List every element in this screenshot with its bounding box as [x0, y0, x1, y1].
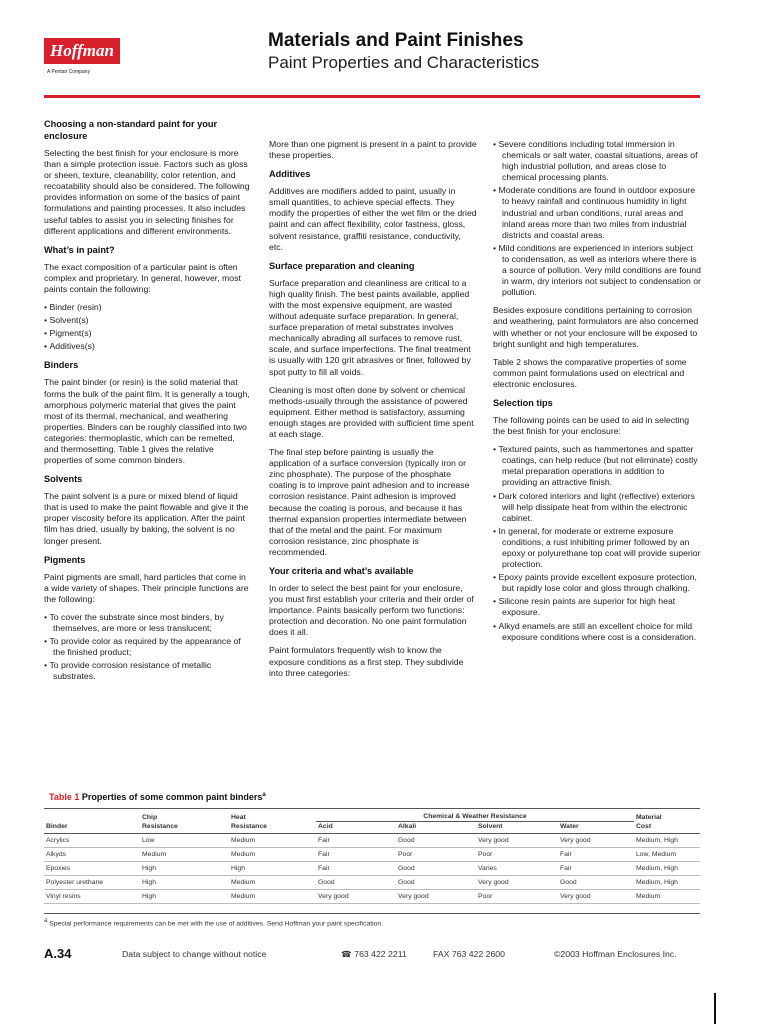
table-cell: Fair: [558, 862, 634, 876]
page-subtitle: Paint Properties and Characteristics: [268, 53, 540, 72]
table-footnote: [44, 918, 383, 927]
list-item: • To provide color as required by the appearance of the finished product;: [44, 636, 250, 658]
table-cell: Medium, High: [634, 834, 700, 848]
header-solvent: Solvent: [476, 822, 558, 834]
paragraph-pigments: Paint pigments are small, hard particles that come in a wide variety of shapes. Their principle functions are the following:: [44, 571, 249, 604]
table-cell: Acrylics: [44, 834, 140, 848]
header-heat: Heat: [231, 813, 246, 821]
paragraph-besides: Besides exposure conditions pertaining to corrosion and weathering, paint formulators are also concerned with whether or not your enclosure will be exposed to bright sunlight and high temperatures.: [493, 305, 699, 349]
heading-binders: Binders: [44, 360, 79, 371]
header-heat-resistance: Resistance: [229, 822, 316, 834]
list-item: • Binder (resin): [44, 302, 250, 313]
logo-subtext: A Pentair Company: [47, 69, 91, 75]
table-cell: High: [140, 890, 229, 904]
table-cell: Very good: [476, 834, 558, 848]
heading-selection-tips: Selection tips: [493, 397, 553, 408]
table-cell: Low, Medium: [634, 848, 700, 862]
paragraph-binders: The paint binder (or resin) is the solid material that forms the bulk of the paint film. It is generally a tough, amorphous polymeric material that gives the paint most of its thermal, mechanical, and weathering properties. Binders can be roughly classified into two categories: thermoplastic, which can be remelted, and thermosetting. Table 1 gives the relative properties of some common binders.: [44, 377, 250, 466]
heading-additives: Additives: [269, 169, 311, 180]
table-cell: Fair: [558, 848, 634, 862]
table-cell: Medium: [229, 876, 316, 890]
paragraph-choosing: Selecting the best finish for your enclosure is more than a simple protection issue. Factors such as gloss or sheen, texture, cleanability, color retention, and recoatability should also be considered. The following provides information on some of the basics of paint formulations and painting processes. It also includes useful tables to assist you in selecting finishes for different applications and different environments.: [44, 148, 250, 236]
table-row: [44, 848, 700, 862]
paragraph-whats-in-paint: The exact composition of a particular paint is often complex and proprietary. In general, however, most paints contain the following:: [44, 261, 241, 294]
table-caption-sup: a: [262, 792, 266, 798]
list-item: • Mild conditions are experienced in interiors subject to condensation, as well as interiors where there is a source of pollution. Very mild conditions are found in warm, dry interiors not subject to condensation or pollution.: [493, 243, 701, 298]
page-title: Materials and Paint Finishes: [268, 30, 524, 51]
page-number: A.34: [44, 946, 72, 961]
table-cell: Very good: [558, 890, 634, 904]
header-chemical-weather: Chemical & Weather Resistance: [316, 809, 634, 822]
page-edge-mark: [714, 993, 716, 1024]
table-cell: High: [229, 862, 316, 876]
heading-surface-preparation: Surface preparation and cleaning: [269, 260, 415, 271]
pigment-functions-list: [44, 612, 250, 683]
heading-solvents: Solvents: [44, 474, 83, 485]
list-item: • Dark colored interiors and light (reflective) exteriors will help dissipate heat from within the electronic cabinet.: [493, 491, 701, 524]
table-cell: Very good: [476, 876, 558, 890]
list-item: • In general, for moderate or extreme exposure conditions, a rust inhibiting primer followed by an epoxy or polyurethane top coat will provide superior protection.: [493, 526, 701, 570]
footnote-mark: a: [44, 918, 48, 924]
paragraph-criteria-2: Paint formulators frequently wish to know the exposure conditions as a first step. They subdivide into three categories:: [269, 645, 464, 678]
table-header-row: [44, 809, 700, 822]
table-cell: Poor: [476, 848, 558, 862]
table-cell: Poor: [476, 890, 558, 904]
list-item: • To cover the substrate since most binders, by themselves, are more or less translucent;: [44, 612, 250, 634]
table-cell: Very good: [558, 834, 634, 848]
binders-table: [44, 808, 700, 914]
header-alkali: Alkali: [396, 822, 476, 834]
header-water: Water: [558, 822, 634, 834]
table-row: [44, 876, 700, 890]
table-caption: [49, 792, 266, 802]
table-cell: Good: [396, 862, 476, 876]
list-item: • Silicone resin paints are superior for high heat exposure.: [493, 596, 701, 618]
paragraph-surface-3: The final step before painting is usually the application of a surface conversion (typically iron or zinc phosphate). The purpose of the phosphate coating is to improve paint adhesion and to increase corrosion resistance. Paint adhesion is improved because the coating is porous, and because it has thermal expansion properties intermediate between that of the metal and the paint. For maximum corrosion resistance, zinc phosphate is recommended.: [269, 447, 470, 557]
table-cell: Medium: [229, 890, 316, 904]
hoffman-logo: Hoffman: [44, 38, 120, 64]
table-cell: Very good: [316, 890, 396, 904]
list-item: • Epoxy paints provide excellent exposure protection, but rapidly lose color and gloss through chalking.: [493, 572, 701, 594]
table-cell: Medium: [229, 848, 316, 862]
table-cell: Epoxies: [44, 862, 140, 876]
list-item: • Pigment(s): [44, 328, 250, 339]
list-item: • Textured paints, such as hammertones and spatter coatings, can help reduce (but not eliminate) costly metal preparation operations in addition to providing an attractive finish.: [493, 444, 701, 488]
table-cell: Varies: [476, 862, 558, 876]
paragraph-tips: The following points can be used to aid in selecting the best finish for your enclosure:: [493, 414, 690, 437]
column-left: [44, 118, 250, 689]
paragraph-table2: Table 2 shows the comparative properties of some common paint formulations used on electrical and electronic enclosures.: [493, 356, 687, 389]
paragraph-surface-2: Cleaning is most often done by solvent or chemical methods-usually through the assistance of powered equipment. Either method is satisfactory, assuming enough stages are provided with sufficient time spent at each stage.: [269, 384, 474, 439]
heading-criteria: Your criteria and what’s available: [269, 566, 414, 576]
list-item: • Alkyd enamels are still an excellent choice for mild exposure conditions where cost is a consideration.: [493, 621, 701, 643]
paragraph-surface-1: Surface preparation and cleanliness are critical to a high quality finish. The best paints available, applied with the most expensive equipment, are wasted without adequate surface preparation. In general, surface preparation of metal substrates involves mechanically abrading all surfaces to remove rust, scale, and surface imperfections. The final treatment is usually with 120 grit abrasives or finer, followed by spot putty to fill all voids.: [269, 277, 471, 377]
table-row: [44, 834, 700, 848]
table-cell: Fair: [316, 848, 396, 862]
table-caption-text: Properties of some common paint binders: [81, 792, 263, 802]
table-cell: High: [140, 862, 229, 876]
table-cell: Good: [396, 834, 476, 848]
table-row: [44, 862, 700, 876]
table-cell: Medium: [140, 848, 229, 862]
table-cell: Good: [558, 876, 634, 890]
table-cell: Medium, High: [634, 876, 700, 890]
column-middle: [269, 139, 477, 686]
selection-tips-list: [493, 444, 701, 643]
paragraph-criteria-1: In order to select the best paint for your enclosure, you must first establish your criteria and their order of importance. Paints basically perform two functions: protection and decoration. No one paint formulation does it all.: [269, 583, 474, 638]
header-empty: [44, 809, 140, 822]
list-item: • To provide corrosion resistance of metallic substrates.: [44, 660, 250, 682]
list-item: • Solvent(s): [44, 315, 250, 326]
table-cell: Alkyds: [44, 848, 140, 862]
footer-phone: ☎ 763 422 2211: [341, 949, 407, 959]
paragraph-more-pigments: More than one pigment is present in a paint to provide these properties.: [269, 139, 477, 161]
header-chip-resistance: Resistance: [140, 822, 229, 834]
header-binder: Binder: [44, 822, 140, 834]
table-cell: Poor: [396, 848, 476, 862]
table-cell: Vinyl resins: [44, 890, 140, 904]
list-item: • Moderate conditions are found in outdoor exposure to heavy rainfall and continuous humidity in light industrial and urban conditions, rural areas and inland areas more than two miles from industrial districts and coastal areas.: [493, 185, 701, 240]
table-cell: Low: [140, 834, 229, 848]
header-divider: [44, 95, 700, 98]
table-cell: Medium, High: [634, 862, 700, 876]
table-row: [44, 890, 700, 904]
exposure-conditions-list: [493, 139, 701, 298]
table-cell: Polyester urethane: [44, 876, 140, 890]
list-item: • Additives(s): [44, 341, 250, 352]
footer-disclaimer: Data subject to change without notice: [122, 949, 267, 959]
table-number: Table 1: [49, 792, 80, 802]
footer-copyright: ©2003 Hoffman Enclosures Inc.: [554, 949, 677, 959]
table-cell: Good: [316, 876, 396, 890]
list-item: • Severe conditions including total immersion in chemicals or salt water, coastal situations, areas of high industrial pollution, and areas close to chemical processing plants.: [493, 139, 701, 183]
heading-whats-in-paint: What’s in paint?: [44, 244, 115, 255]
footer-fax: FAX 763 422 2600: [433, 949, 505, 959]
table-cell: Good: [396, 876, 476, 890]
table-cell: High: [140, 876, 229, 890]
header-acid: Acid: [316, 822, 396, 834]
table-cell: Fair: [316, 862, 396, 876]
table-cell: Fair: [316, 834, 396, 848]
heading-pigments: Pigments: [44, 554, 86, 565]
paragraph-additives: Additives are modifiers added to paint, usually in small quantities, to achieve special effects. They modify the properties of either the wet film or the dried paint and can affect flexibility, color fastness, gloss, solvent resistance, graffiti resistance, conductivity, etc.: [269, 186, 477, 252]
column-right: [493, 139, 701, 650]
table-cell: Medium: [634, 890, 700, 904]
table-header-row: [44, 822, 700, 834]
table-cell: Medium: [229, 834, 316, 848]
paragraph-solvents: The paint solvent is a pure or mixed blend of liquid that is used to make the paint flowable and give it the proper viscosity before its application. After the paint film has dried, usually by baking, the solvent is no longer present.: [44, 491, 249, 546]
heading-choosing: Choosing a non-standard paint for your enclosure: [44, 119, 218, 141]
header-cost: Cost: [634, 822, 700, 834]
paint-components-list: [44, 302, 250, 352]
header-chip: Chip: [142, 813, 158, 821]
header-material: Material: [636, 813, 662, 821]
footnote-text: Special performance requirements can be met with the use of additives. Send Hoffman your paint specification.: [49, 920, 384, 928]
table-cell: Very good: [396, 890, 476, 904]
